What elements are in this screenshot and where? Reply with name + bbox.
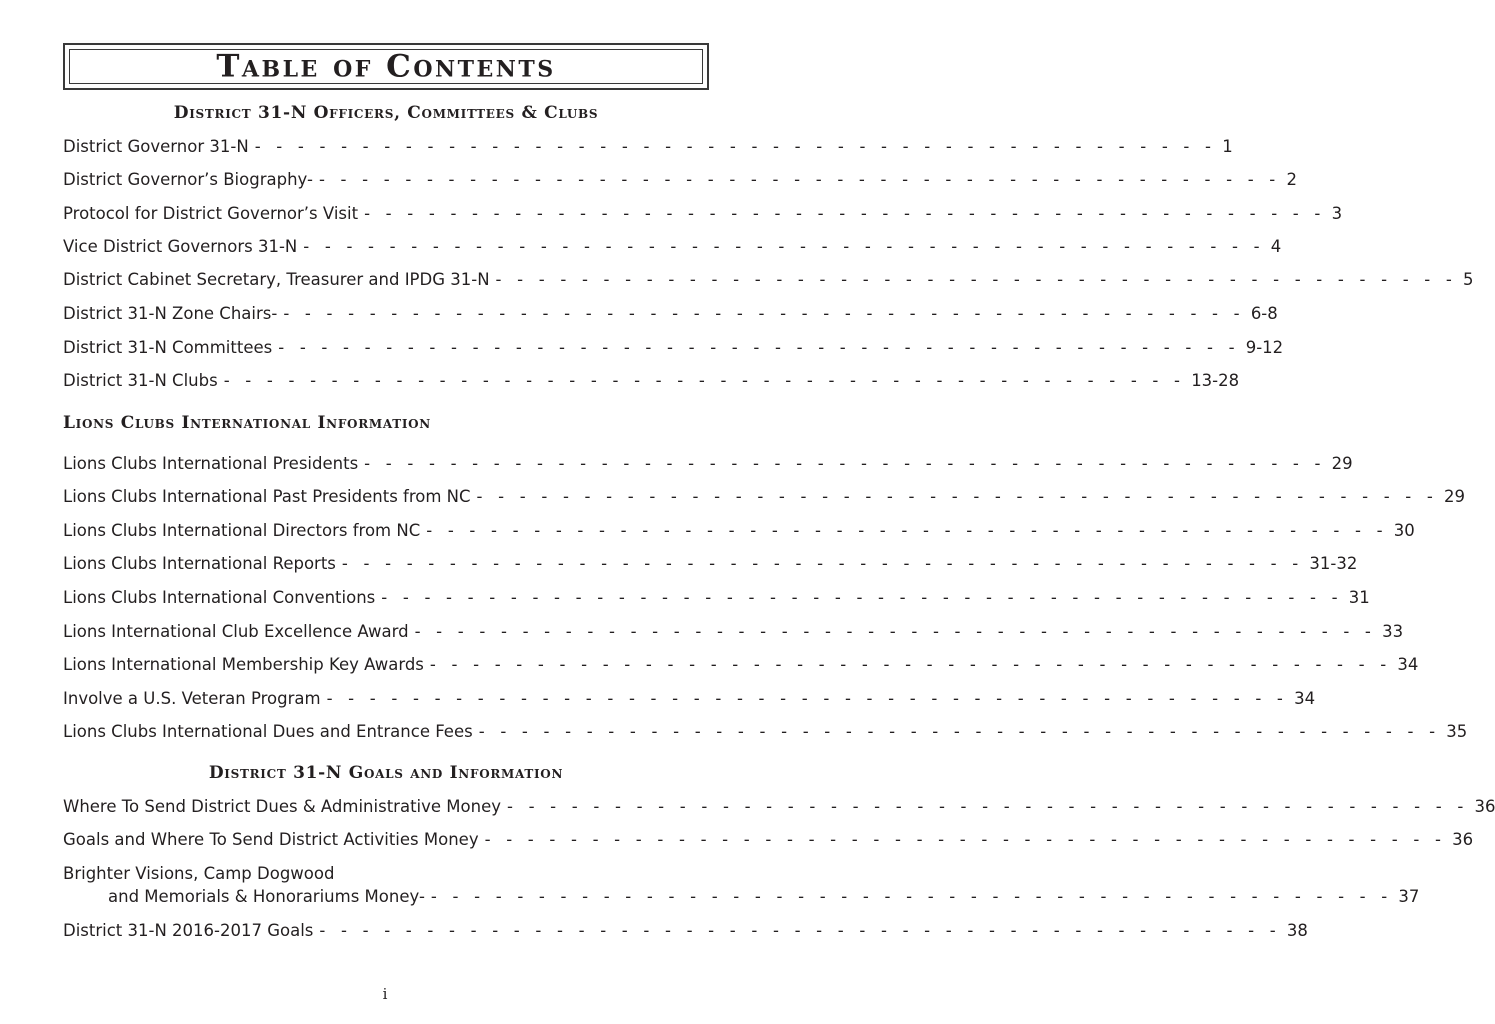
toc-entry-label-line1[interactable]: Brighter Visions, Camp Dogwood bbox=[63, 864, 335, 883]
page-title: Table of Contents bbox=[216, 48, 556, 84]
dot-leader: - - - - - - - - - - - - - - - - - - - - - - - - - - - - - - - - - - - - - - - - - - - - - bbox=[326, 689, 1289, 708]
toc-entry[interactable] bbox=[63, 170, 1297, 189]
toc-entry[interactable] bbox=[63, 137, 1233, 156]
toc-entry-page: 38 bbox=[1286, 921, 1308, 940]
toc-entry-label: Lions Clubs International Dues and Entrance Fees bbox=[63, 722, 473, 741]
toc-entry-page: 33 bbox=[1382, 622, 1404, 641]
toc-entry-label: Lions Clubs International Presidents bbox=[63, 454, 359, 473]
toc-entry-label: Involve a U.S. Veteran Program bbox=[63, 689, 321, 708]
toc-entry[interactable] bbox=[63, 921, 1308, 940]
toc-entry[interactable] bbox=[63, 204, 1343, 223]
dot-leader: - - - - - - - - - - - - - - - - - - - - - - - - - - - - - - - - - - - - - - - - - - - - - bbox=[283, 304, 1245, 323]
toc-entry-label-line2: and Memorials & Honorariums Money- bbox=[108, 887, 425, 906]
toc-entry-page: 6-8 bbox=[1250, 304, 1278, 323]
toc-entry-page: 29 bbox=[1331, 454, 1353, 473]
toc-entry-page: 36 bbox=[1452, 830, 1474, 849]
toc-entry[interactable] bbox=[63, 797, 1495, 816]
toc-entry-label: District 31-N Clubs bbox=[63, 371, 218, 390]
dot-leader: - - - - - - - - - - - - - - - - - - - - - - - - - - - - - - - - - - - - - - - - - - - - - bbox=[318, 170, 1281, 189]
toc-entry-label: Lions International Membership Key Awards bbox=[63, 655, 424, 674]
toc-entry-page: 13-28 bbox=[1191, 371, 1240, 390]
toc-entry[interactable] bbox=[63, 655, 1419, 674]
toc-entry-page: 34 bbox=[1294, 689, 1316, 708]
dot-leader: - - - - - - - - - - - - - - - - - - - - - - - - - - - - - - - - - - - - - - - - - - - - - bbox=[364, 454, 1326, 473]
dot-leader: - - - - - - - - - - - - - - - - - - - - - - - - - - - - - - - - - - - - - - - - - - - - - bbox=[303, 237, 1265, 256]
dot-leader: - - - - - - - - - - - - - - - - - - - - - - - - - - - - - - - - - - - - - - - - - - - - - bbox=[341, 554, 1304, 573]
toc-entry[interactable] bbox=[63, 338, 1284, 357]
toc-entry-label: District 31-N Committees bbox=[63, 338, 273, 357]
dot-leader: - - - - - - - - - - - - - - - - - - - - - - - - - - - - - - - - - - - - - - - - - - - - - bbox=[223, 371, 1186, 390]
toc-entry[interactable] bbox=[108, 887, 1420, 906]
toc-entry-page: 34 bbox=[1397, 655, 1419, 674]
toc-entry[interactable] bbox=[63, 304, 1278, 323]
toc-entry-label: Lions Clubs International Reports bbox=[63, 554, 336, 573]
dot-leader: - - - - - - - - - - - - - - - - - - - - - - - - - - - - - - - - - - - - - - - - - - - - - bbox=[381, 588, 1343, 607]
toc-entry[interactable] bbox=[63, 622, 1404, 641]
dot-leader: - - - - - - - - - - - - - - - - - - - - - - - - - - - - - - - - - - - - - - - - - - - - - bbox=[506, 797, 1469, 816]
toc-entry-page: 1 bbox=[1222, 137, 1233, 156]
toc-entry-page: 4 bbox=[1270, 237, 1282, 256]
toc-entry-label: Lions International Club Excellence Award bbox=[63, 622, 409, 641]
toc-entry-label: Lions Clubs International Conventions bbox=[63, 588, 376, 607]
toc-entry-label: Where To Send District Dues & Administrative Money bbox=[63, 797, 501, 816]
toc-entry-label: Vice District Governors 31-N bbox=[63, 237, 298, 256]
toc-entry-label: Goals and Where To Send District Activities Money bbox=[63, 830, 479, 849]
toc-entry-page: 5 bbox=[1463, 270, 1474, 289]
toc-entry-label: District 31-N Zone Chairs- bbox=[63, 304, 278, 323]
toc-entry[interactable] bbox=[63, 689, 1316, 708]
toc-entry[interactable] bbox=[63, 722, 1468, 741]
toc-entry-page: 3 bbox=[1331, 204, 1343, 223]
toc-entry[interactable] bbox=[63, 454, 1353, 473]
page-number: i bbox=[382, 985, 388, 1003]
toc-entry-page: 37 bbox=[1398, 887, 1420, 906]
toc-entry-page: 2 bbox=[1286, 170, 1297, 189]
dot-leader: - - - - - - - - - - - - - - - - - - - - - - - - - - - - - - - - - - - - - - - - - - - - - bbox=[319, 921, 1281, 940]
toc-entry[interactable] bbox=[63, 371, 1240, 390]
toc-entry-page: 30 bbox=[1393, 521, 1415, 540]
title-box bbox=[63, 43, 709, 90]
toc-entry-label: District Governor 31-N bbox=[63, 137, 249, 156]
dot-leader: - - - - - - - - - - - - - - - - - - - - - - - - - - - - - - - - - - - - - - - - - - - - - bbox=[429, 655, 1392, 674]
toc-entry-label: District Cabinet Secretary, Treasurer and IPDG 31-N bbox=[63, 270, 490, 289]
section-heading-goals: District 31-N Goals and Information bbox=[208, 763, 564, 783]
dot-leader: - - - - - - - - - - - - - - - - - - - - - - - - - - - - - - - - - - - - - - - - - - - - - bbox=[495, 270, 1458, 289]
toc-entry[interactable] bbox=[63, 270, 1474, 289]
dot-leader: - - - - - - - - - - - - - - - - - - - - - - - - - - - - - - - - - - - - - - - - - - - - - bbox=[364, 204, 1326, 223]
toc-entry[interactable] bbox=[63, 487, 1466, 506]
toc-entry-page: 31 bbox=[1348, 588, 1370, 607]
dot-leader: - - - - - - - - - - - - - - - - - - - - - - - - - - - - - - - - - - - - - - - - - - - - - bbox=[414, 622, 1377, 641]
section-heading-officers: District 31-N Officers, Committees & Clubs bbox=[173, 103, 599, 123]
dot-leader: - - - - - - - - - - - - - - - - - - - - - - - - - - - - - - - - - - - - - - - - - - - - - bbox=[278, 338, 1240, 357]
toc-entry-page: 35 bbox=[1446, 722, 1468, 741]
dot-leader: - - - - - - - - - - - - - - - - - - - - - - - - - - - - - - - - - - - - - - - - - - - - - bbox=[478, 722, 1441, 741]
toc-entry[interactable] bbox=[63, 554, 1358, 573]
toc-entry-page: 31-32 bbox=[1309, 554, 1358, 573]
toc-entry-page: 36 bbox=[1474, 797, 1495, 816]
toc-entry[interactable] bbox=[63, 588, 1370, 607]
toc-entry-label: Lions Clubs International Past Presidents from NC bbox=[63, 487, 471, 506]
dot-leader: - - - - - - - - - - - - - - - - - - - - - - - - - - - - - - - - - - - - - - - - - - - - - bbox=[484, 830, 1447, 849]
toc-entry-page: 9-12 bbox=[1245, 338, 1284, 357]
toc-entry-label: Lions Clubs International Directors from NC bbox=[63, 521, 421, 540]
dot-leader: - - - - - - - - - - - - - - - - - - - - - - - - - - - - - - - - - - - - - - - - - - - - - bbox=[476, 487, 1439, 506]
toc-entry-label: District Governor’s Biography- bbox=[63, 170, 313, 189]
toc-entry[interactable] bbox=[63, 237, 1282, 256]
dot-leader: - - - - - - - - - - - - - - - - - - - - - - - - - - - - - - - - - - - - - - - - - - - - - bbox=[426, 521, 1388, 540]
toc-entry[interactable] bbox=[63, 830, 1474, 849]
toc-entry-page: 29 bbox=[1444, 487, 1466, 506]
toc-entry-label: District 31-N 2016-2017 Goals bbox=[63, 921, 314, 940]
section-heading-lci: Lions Clubs International Information bbox=[63, 413, 431, 433]
toc-entry-label: Protocol for District Governor’s Visit bbox=[63, 204, 359, 223]
dot-leader: - - - - - - - - - - - - - - - - - - - - - - - - - - - - - - - - - - - - - - - - - - - - - bbox=[430, 887, 1393, 906]
toc-entry[interactable] bbox=[63, 521, 1415, 540]
dot-leader: - - - - - - - - - - - - - - - - - - - - - - - - - - - - - - - - - - - - - - - - - - - - - bbox=[254, 137, 1217, 156]
